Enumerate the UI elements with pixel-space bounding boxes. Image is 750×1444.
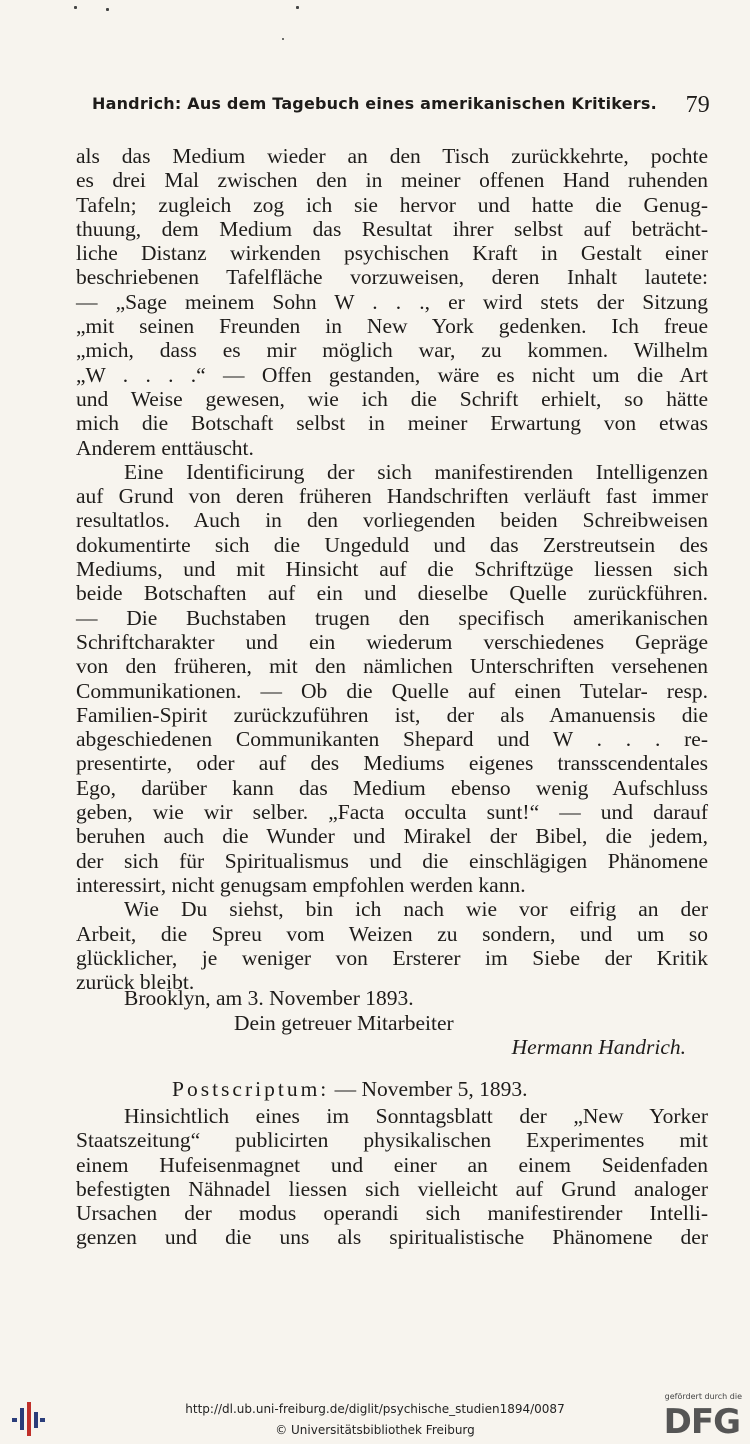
text-line: befestigten Nähnadel liessen sich vielleicht auf Grund analoger <box>76 1176 708 1201</box>
funder-logo-text: DFG <box>663 1402 740 1442</box>
funder-note: gefördert durch die <box>664 1392 742 1401</box>
page-number: 79 <box>685 92 710 118</box>
text-line: Staatszeitung“ publicirten physikalischen Experimentes mit <box>76 1128 708 1153</box>
postscript-label: Postscriptum: <box>172 1077 330 1101</box>
text-line: abgeschiedenen Communikanten Shepard und W . . . re- <box>76 727 708 752</box>
text-line: Schriftcharakter und ein wiederum verschiedenes Gepräge <box>76 629 708 654</box>
text-line: liche Distanz wirkenden psychischen Kraft in Gestalt einer <box>76 241 708 266</box>
scan-speck <box>282 38 284 40</box>
text-line: presentirte, oder auf des Mediums eigenes transscendentales <box>76 751 708 776</box>
copyright: © Universitätsbibliothek Freiburg <box>275 1423 475 1437</box>
closing-date: Brooklyn, am 3. November 1893. <box>124 986 414 1010</box>
footer <box>0 1392 750 1444</box>
text-line: beruhen auch die Wunder und Mirakel der Bibel, die jedem, <box>76 824 708 849</box>
text-line: Hinsichtlich eines im Sonntagsblatt der „New Yorker <box>124 1104 708 1128</box>
text-line: beschriebenen Tafelfläche vorzuweisen, deren Inhalt lautete: <box>76 265 708 290</box>
text-line: beide Botschaften auf ein und dieselbe Quelle zurückführen. <box>76 581 708 606</box>
text-line: zurück bleibt. <box>76 970 195 995</box>
closing-valediction: Dein getreuer Mitarbeiter <box>234 1011 454 1035</box>
text-line: Wie Du siehst, bin ich nach wie vor eifrig an der <box>124 897 708 922</box>
text-line: interessirt, nicht genugsam empfohlen werden kann. <box>76 872 526 897</box>
scan-specks <box>60 0 360 50</box>
source-url[interactable]: http://dl.ub.uni-freiburg.de/diglit/psychische_studien1894/0087 <box>185 1402 565 1416</box>
text-line: der sich für Spiritualismus und die einschlägigen Phänomene <box>76 848 708 873</box>
running-title: Handrich: Aus dem Tagebuch eines amerikanischen Kritikers. <box>92 94 657 113</box>
text-line: Ursachen der modus operandi sich manifestirender Intelli- <box>76 1201 708 1226</box>
text-line: auf Grund von deren früheren Handschriften verläuft fast immer <box>76 484 708 509</box>
text-line: geben, wie wir selber. „Facta occulta sunt!“ — und darauf <box>76 800 708 825</box>
text-line: von den früheren, mit den nämlichen Unterschriften versehenen <box>76 654 708 679</box>
text-line: „mich, dass es mir möglich war, zu kommen. Wilhelm <box>76 338 708 363</box>
text-line: resultatlos. Auch in den vorliegenden beiden Schreibweisen <box>76 508 708 533</box>
postscript-text <box>76 1104 708 1250</box>
text-line: es drei Mal zwischen den in meiner offenen Hand ruhenden <box>76 168 708 193</box>
text-line: Ego, darüber kann das Medium ebenso wenig Aufschluss <box>76 775 708 800</box>
text-line: thuung, dem Medium das Resultat ihrer selbst auf beträcht- <box>76 216 708 241</box>
text-line: einem Hufeisenmagnet und einer an einem Seidenfaden <box>76 1152 708 1177</box>
text-line: mich die Botschaft selbst in meiner Erwartung von etwas <box>76 411 708 436</box>
text-line: als das Medium wieder an den Tisch zurückkehrte, pochte <box>76 144 708 168</box>
text-line: „W . . . .“ — Offen gestanden, wäre es nicht um die Art <box>76 362 708 387</box>
dfg-logo-icon <box>650 1392 742 1442</box>
text-line: „mit seinen Freunden in New York gedenken. Ich freue <box>76 314 708 339</box>
text-line: Tafeln; zugleich zog ich sie hervor und hatte die Genug- <box>76 192 708 217</box>
signature: Hermann Handrich. <box>511 1035 686 1059</box>
postscript-date: — November 5, 1893. <box>334 1077 528 1101</box>
main-text <box>76 144 708 994</box>
text-line: Arbeit, die Spreu vom Weizen zu sondern, und um so <box>76 921 708 946</box>
text-line: Mediums, und mit Hinsicht auf die Schriftzüge liessen sich <box>76 557 708 582</box>
scan-speck <box>106 8 109 11</box>
text-line: und Weise gewesen, wie ich die Schrift erhielt, so hätte <box>76 386 708 411</box>
text-line: — „Sage meinem Sohn W . . ., er wird stets der Sitzung <box>76 289 708 314</box>
text-line: Familien-Spirit zurückzuführen ist, der als Amanuensis die <box>76 702 708 727</box>
text-line: genzen und die uns als spiritualistische Phänomene der <box>76 1225 708 1250</box>
scan-speck <box>296 6 299 9</box>
text-line: dokumentirte sich die Ungeduld und das Zerstreutsein des <box>76 532 708 557</box>
text-line: glücklicher, je weniger von Ersterer im Siebe der Kritik <box>76 945 708 970</box>
postscript-heading <box>172 1077 528 1102</box>
text-line: Communikationen. — Ob die Quelle auf einen Tutelar- resp. <box>76 678 708 703</box>
text-line: — Die Buchstaben trugen den specifisch amerikanischen <box>76 605 708 630</box>
text-line: Eine Identificirung der sich manifestirenden Intelligenzen <box>124 459 708 484</box>
text-line: Anderem enttäuscht. <box>76 435 254 460</box>
scan-speck <box>74 6 77 9</box>
